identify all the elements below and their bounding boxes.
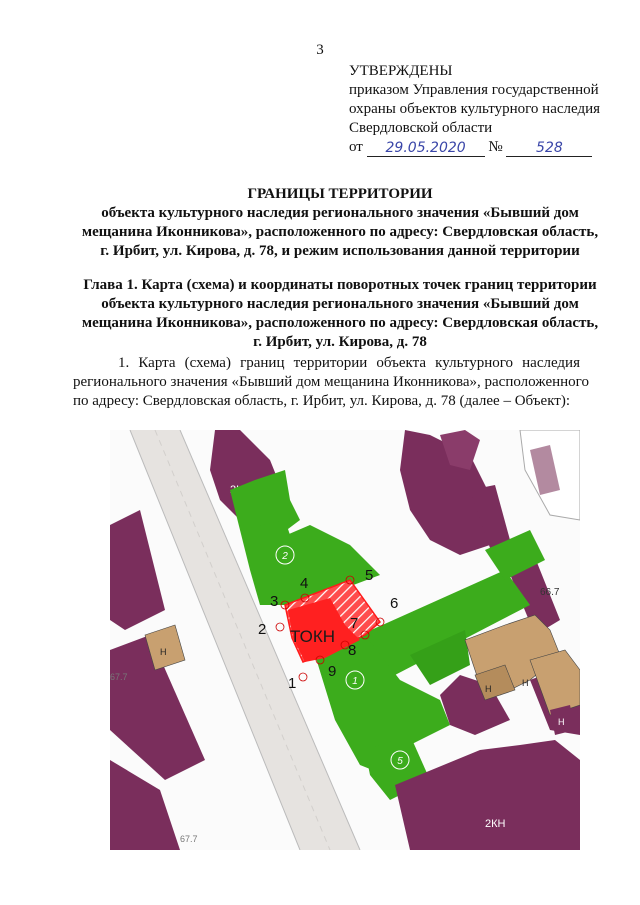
elevation-1: 66.7 bbox=[540, 587, 560, 598]
label-n-3: Н bbox=[522, 678, 529, 688]
page-number: 3 bbox=[316, 42, 324, 58]
paragraph-1 bbox=[73, 354, 589, 411]
paragraph-line-3: по адресу: Свердловская область, г. Ирбит, ул. Кирова, д. 78 (далее – Объект): bbox=[73, 393, 571, 409]
chapter-line-2: объекта культурного наследия регионального значения «Бывший дом bbox=[101, 296, 579, 312]
title-line-2: объекта культурного наследия регионального значения «Бывший дом bbox=[101, 205, 579, 221]
label-circle-2: 2 bbox=[282, 551, 288, 562]
map-svg bbox=[110, 430, 580, 850]
point-5: 5 bbox=[365, 567, 374, 584]
label-n-1: Н bbox=[160, 647, 167, 657]
approval-block bbox=[349, 62, 600, 157]
approval-date: 29.05.2020 bbox=[367, 139, 485, 157]
date-prefix: от bbox=[349, 139, 363, 155]
chapter-line-4: г. Ирбит, ул. Кирова, д. 78 bbox=[253, 334, 427, 350]
territory-map bbox=[110, 430, 580, 850]
approval-line-2: охраны объектов культурного наследия bbox=[349, 101, 601, 117]
paragraph-line-2: регионального значения «Бывший дом мещанина Иконникова», расположенного bbox=[73, 374, 589, 390]
point-7: 7 bbox=[350, 615, 359, 632]
point-2: 2 bbox=[258, 621, 267, 638]
approval-heading: УТВЕРЖДЕНЫ bbox=[349, 63, 453, 79]
title-line-4: г. Ирбит, ул. Кирова, д. 78, и режим использования данной территории bbox=[100, 243, 580, 259]
number-prefix: № bbox=[488, 139, 503, 155]
title-line-1: ГРАНИЦЫ ТЕРРИТОРИИ bbox=[247, 186, 433, 202]
point-6: 6 bbox=[390, 595, 399, 612]
label-2kn: 2КН bbox=[485, 818, 506, 830]
point-3: 3 bbox=[270, 593, 279, 610]
chapter-line-1: Глава 1. Карта (схема) и координаты поворотных точек границ территории bbox=[83, 277, 597, 293]
label-tokn: ТОКН bbox=[290, 627, 336, 646]
point-1: 1 bbox=[288, 675, 297, 692]
label-circle-1: 1 bbox=[352, 676, 358, 687]
title-line-3: мещанина Иконникова», расположенного по адресу: Свердловская область, bbox=[81, 224, 599, 240]
chapter-heading bbox=[60, 276, 620, 352]
label-circle-5: 5 bbox=[397, 756, 403, 767]
point-9: 9 bbox=[328, 663, 337, 680]
approval-line-1: приказом Управления государственной bbox=[349, 82, 599, 98]
point-4: 4 bbox=[300, 575, 309, 592]
elevation-3: 67.7 bbox=[110, 672, 128, 682]
approval-line-3: Свердловской области bbox=[349, 120, 493, 136]
elevation-2: 67.7 bbox=[180, 834, 198, 844]
point-8: 8 bbox=[348, 642, 357, 659]
document-title bbox=[60, 185, 620, 261]
chapter-line-3: мещанина Иконникова», расположенного по адресу: Свердловская область, bbox=[81, 315, 599, 331]
approval-date-line bbox=[349, 138, 600, 157]
label-n-4: Н bbox=[558, 717, 565, 727]
label-n-2: Н bbox=[485, 684, 492, 694]
approval-number: 528 bbox=[506, 139, 592, 157]
paragraph-line-1: 1. Карта (схема) границ территории объекта культурного наследия bbox=[118, 355, 580, 371]
